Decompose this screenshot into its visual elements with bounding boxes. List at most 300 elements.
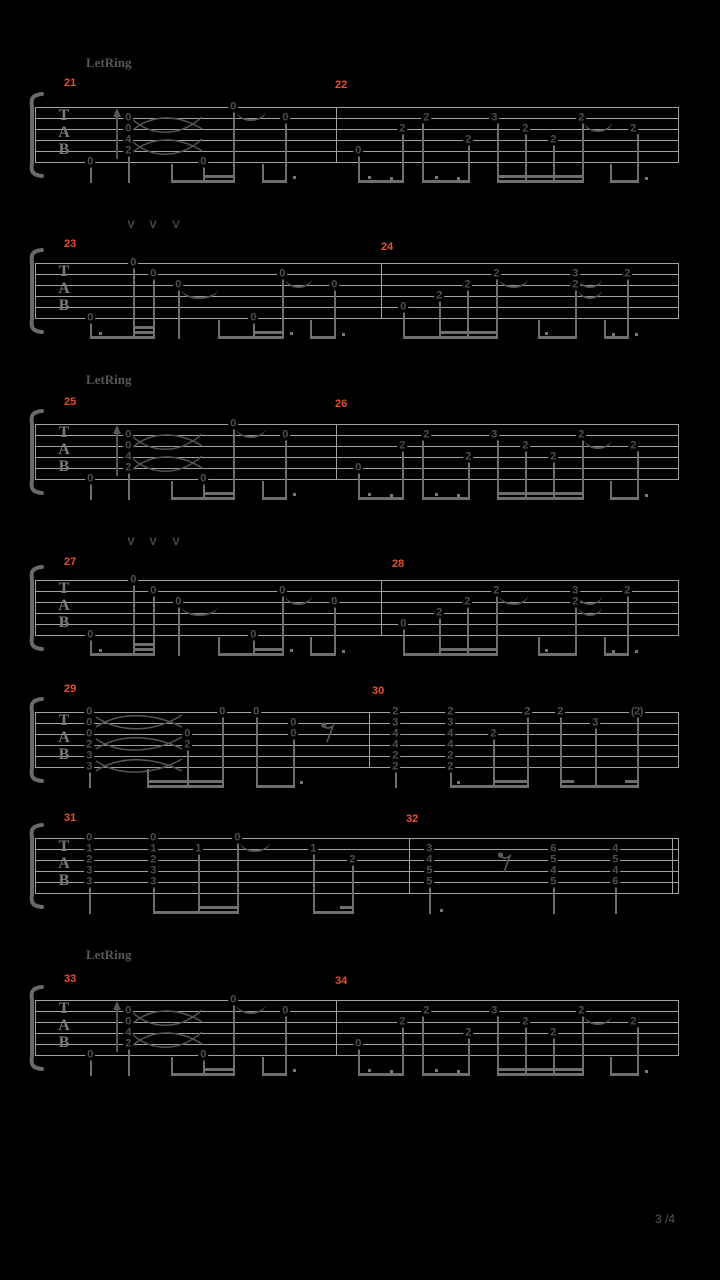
fret-number: 0 [250,628,256,641]
rhythm-dot [435,1069,438,1072]
beam [203,1068,235,1071]
fret-number: 2 [624,267,630,280]
fret-number: 2 [184,738,190,751]
let-ring-arcs-icon [130,1006,206,1054]
rhythm-dot [368,176,371,179]
barline [336,107,337,163]
fret-number: 2 [392,705,398,718]
stem [293,739,295,788]
stem [89,772,91,788]
rhythm-dot [290,649,293,652]
fret-number: 2 [550,450,556,463]
system-bracket [24,91,46,181]
beam [538,336,577,339]
tab-clef-letter: T [58,107,70,124]
fret-number: 2 [493,584,499,597]
stem [402,1027,404,1076]
beam [497,492,584,495]
fret-number: 0 [230,100,236,113]
fret-number: 3 [392,716,398,729]
beam [133,326,155,329]
stem [575,607,577,656]
fret-number: 0 [87,155,93,168]
barline [409,838,410,894]
stem [422,123,424,183]
stem [90,167,92,183]
fret-number: 0 [125,122,131,135]
beam [422,180,470,183]
stem [402,134,404,183]
fret-number: 2 [578,1004,584,1017]
tab-clef-letter: T [58,424,70,441]
fret-number: 0 [279,267,285,280]
strum-arrow [116,116,118,159]
measure-number: 27 [64,556,77,568]
beam [171,1073,235,1076]
barline [381,263,382,319]
rhythm-dot [457,177,460,180]
fret-number: 4 [447,738,453,751]
fret-number: 2 [423,428,429,441]
tie-arc [578,595,602,605]
letring-label: LetRing [86,55,132,70]
fret-number: 5 [550,853,556,866]
rhythm-dot [435,176,438,179]
stem [553,887,555,914]
tie-arc [240,842,270,852]
stem [615,887,617,914]
measure-number: 25 [64,396,77,408]
fret-number: 0 [86,831,92,844]
barline [336,424,337,480]
beam [403,336,498,339]
fret-number: 0 [400,617,406,630]
fret-number: 2 [125,1037,131,1050]
barline [336,1000,337,1056]
eighth-rest-icon [320,720,334,746]
fret-number: 0 [282,1004,288,1017]
measure-number: 31 [64,812,77,824]
beam [310,336,336,339]
fret-number: 6 [612,875,618,888]
stem [233,1005,235,1076]
fret-number: 0 [355,144,361,157]
measure-number: 24 [381,241,394,253]
rhythm-dot [342,333,345,336]
beam [604,336,629,339]
fret-number: 0 [87,628,93,641]
beam [313,911,354,914]
stem [178,607,180,656]
fret-number: 0 [253,705,259,718]
stem [468,145,470,183]
tab-clef-letter: T [58,1000,70,1017]
tab-clef-letter: T [58,580,70,597]
fret-number: 2 [447,760,453,773]
beam [422,1073,470,1076]
stem [627,596,629,656]
tie-arc [285,595,312,605]
tab-clef-letter: T [58,838,70,855]
stem [582,1016,584,1076]
stem [468,1038,470,1076]
tie-arc [236,111,266,121]
stem [313,854,315,914]
fret-number: 2 [447,705,453,718]
rhythm-dot [435,493,438,496]
fret-number: 0 [355,461,361,474]
staff-line [35,893,678,894]
barline [381,580,382,636]
rhythm-dot [300,781,303,784]
fret-number: 3 [426,842,432,855]
measure-number: 21 [64,77,77,89]
fret-number: 0 [355,1037,361,1050]
fret-number: 3 [491,428,497,441]
rhythm-dot [645,177,648,180]
stem [497,440,499,500]
beam [171,497,235,500]
rhythm-dot [290,332,293,335]
fret-number: 0 [282,428,288,441]
barline [678,712,679,768]
beam [493,780,529,783]
fret-number: 2 [399,1015,405,1028]
stem [90,1060,92,1076]
staff-line [35,871,678,872]
fret-number: 0 [200,155,206,168]
tab-clef-letter: A [58,280,70,297]
stem [422,1016,424,1076]
fret-number: 2 [464,595,470,608]
rhythm-dot [635,650,638,653]
fret-number: 4 [392,727,398,740]
upstroke-icon: V [172,536,180,548]
fret-number: 5 [550,875,556,888]
rhythm-dot [440,909,443,912]
system-bracket [24,408,46,498]
fret-number: 2 [578,111,584,124]
letring-label: LetRing [86,947,132,962]
beam [147,785,224,788]
fret-number: 0 [125,439,131,452]
stem [222,717,224,788]
fret-number: 0 [87,1048,93,1061]
stem [128,473,130,500]
rhythm-dot [390,177,393,180]
stem [429,887,431,914]
stem [496,279,498,339]
fret-number: 0 [290,716,296,729]
staff-line [35,635,678,636]
beam [253,331,284,334]
staff-line [35,838,678,839]
barline [678,424,679,480]
fret-number: 3 [86,864,92,877]
stem [89,887,91,914]
fret-number: 3 [150,875,156,888]
beam [340,906,354,909]
tie-arc [181,606,218,616]
upstroke-icon: V [172,219,180,231]
stem [560,717,562,788]
beam [262,1073,287,1076]
letring-label: LetRing [86,372,132,387]
beam [604,653,629,656]
rhythm-dot [390,494,393,497]
beam [256,785,295,788]
measure-number: 29 [64,683,77,695]
fret-number: 0 [150,584,156,597]
fret-number: 1 [86,842,92,855]
fret-number: 0 [150,831,156,844]
strum-arrow-head-icon [113,425,121,434]
fret-number: 0 [230,417,236,430]
rhythm-dot [612,333,615,336]
fret-number: 2 [349,853,355,866]
staff-line [35,307,678,308]
fret-number: 0 [250,311,256,324]
beam [203,175,235,178]
fret-number: 0 [184,727,190,740]
tab-clef-letter: A [58,597,70,614]
rhythm-dot [99,332,102,335]
fret-number: 2 [522,1015,528,1028]
stem [582,440,584,500]
stem [233,429,235,500]
beam [439,331,498,334]
beam [422,497,470,500]
fret-number: 3 [447,716,453,729]
tab-clef-letter: B [58,141,70,158]
fret-number: 0 [125,1015,131,1028]
fret-number: 2 [399,439,405,452]
stem [285,123,287,183]
staff-line [35,1000,678,1001]
fret-number: 0 [331,595,337,608]
stem [256,717,258,788]
fret-number: 4 [426,853,432,866]
fret-number: 2 [557,705,563,718]
stem [153,279,155,339]
fret-number: 0 [279,584,285,597]
beam [403,653,498,656]
tab-clef-letter: A [58,1017,70,1034]
fret-number: 5 [426,875,432,888]
fret-number: 2 [399,122,405,135]
tab-clef-letter: B [58,872,70,889]
stem [497,123,499,183]
fret-number: 3 [572,584,578,597]
strum-arrow [116,1009,118,1052]
barline [672,838,673,894]
stem [282,279,284,339]
beam [560,785,639,788]
system-bracket [24,564,46,654]
rhythm-dot [342,650,345,653]
fret-number: 2 [436,606,442,619]
let-ring-arcs-icon [130,430,206,478]
fret-number: 2 [392,749,398,762]
stem [582,123,584,183]
fret-number: 0 [175,595,181,608]
upstroke-icon: V [127,219,135,231]
fret-number: 0 [150,267,156,280]
tab-clef-letter: A [58,124,70,141]
barline [678,1000,679,1056]
fret-number: 6 [550,842,556,855]
fret-number: 2 [572,595,578,608]
stem [233,112,235,183]
stem [90,484,92,500]
fret-number: 2 [630,439,636,452]
beam [358,497,404,500]
fret-number: 2 [436,289,442,302]
stem [637,451,639,500]
system-bracket [24,984,46,1074]
tie-arc [499,278,528,288]
stem [496,596,498,656]
tie-arc [584,439,612,449]
rhythm-dot [390,1070,393,1073]
stem [128,1049,130,1076]
fret-number: 2 [490,727,496,740]
stem [637,717,639,788]
beam [198,906,239,909]
beam [153,911,239,914]
beam [610,497,639,500]
beam [310,653,336,656]
fret-number: 0 [230,993,236,1006]
fret-number: 2 [392,760,398,773]
tie-arc [236,1004,266,1014]
tab-clef-letter: T [58,712,70,729]
measure-number: 28 [392,558,405,570]
system-bracket [24,696,46,786]
rhythm-dot [368,493,371,496]
measure-number: 23 [64,238,77,250]
upstroke-icon: V [149,219,157,231]
fret-number: 2 [524,705,530,718]
fret-number: 2 [465,450,471,463]
tie-arc [181,289,218,299]
stem [334,290,336,339]
stem [468,462,470,500]
tie-arc [578,278,602,288]
beam [610,180,639,183]
fret-number: 0 [86,705,92,718]
fret-number: 2 [125,144,131,157]
fret-number: 3 [491,1004,497,1017]
stem [282,596,284,656]
fret-number: 2 [522,439,528,452]
staff-line [35,107,678,108]
strum-arrow-head-icon [113,108,121,117]
fret-number: 2 [465,133,471,146]
strum-arrow-head-icon [113,1001,121,1010]
fret-number: (2) [631,705,643,718]
staff-line [35,591,678,592]
beam [497,497,584,500]
fret-number: 3 [150,864,156,877]
fret-number: 0 [234,831,240,844]
beam [358,180,404,183]
beam [133,331,155,334]
staff-line [35,624,678,625]
measure-number: 33 [64,973,77,985]
tie-arc [578,289,602,299]
beam [497,180,584,183]
beam [147,780,224,783]
stem [403,312,405,339]
fret-number: 4 [125,1026,131,1039]
rhythm-dot [545,332,548,335]
fret-number: 2 [522,122,528,135]
stem [128,156,130,183]
fret-number: 0 [200,472,206,485]
stem [153,596,155,656]
fret-number: 0 [125,428,131,441]
fret-number: 0 [130,256,136,269]
fret-number: 2 [125,461,131,474]
beam [538,653,577,656]
fret-number: 1 [195,842,201,855]
beam [497,1068,584,1071]
fret-number: 0 [175,278,181,291]
stem [595,728,597,788]
fret-number: 2 [86,738,92,751]
tie-arc [499,595,528,605]
fret-number: 2 [550,1026,556,1039]
let-ring-arcs-icon [94,713,186,775]
tab-clef-letter: T [58,263,70,280]
tab-clef-letter: A [58,729,70,746]
fret-number: 4 [612,864,618,877]
fret-number: 4 [125,133,131,146]
fret-number: 0 [290,727,296,740]
stem [178,290,180,339]
stem [153,887,155,914]
tab-clef-letter: B [58,1034,70,1051]
beam [262,180,287,183]
fret-number: 2 [578,428,584,441]
tab-clef-letter: B [58,746,70,763]
rhythm-dot [457,781,460,784]
rhythm-dot [545,649,548,652]
upstroke-icon: V [149,536,157,548]
beam [203,492,235,495]
tab-clef-letter: A [58,855,70,872]
stem [575,290,577,339]
fret-number: 0 [86,727,92,740]
staff-line [35,882,678,883]
fret-number: 5 [612,853,618,866]
strum-arrow [116,433,118,476]
fret-number: 5 [426,864,432,877]
fret-number: 4 [447,727,453,740]
tab-clef-letter: B [58,458,70,475]
fret-number: 0 [87,472,93,485]
staff-line [35,849,678,850]
fret-number: 2 [423,1004,429,1017]
stem [527,717,529,788]
stem [403,629,405,656]
fret-number: 0 [86,716,92,729]
fret-number: 4 [550,864,556,877]
fret-number: 2 [465,1026,471,1039]
staff-line [35,424,678,425]
let-ring-arcs-icon [130,113,206,161]
